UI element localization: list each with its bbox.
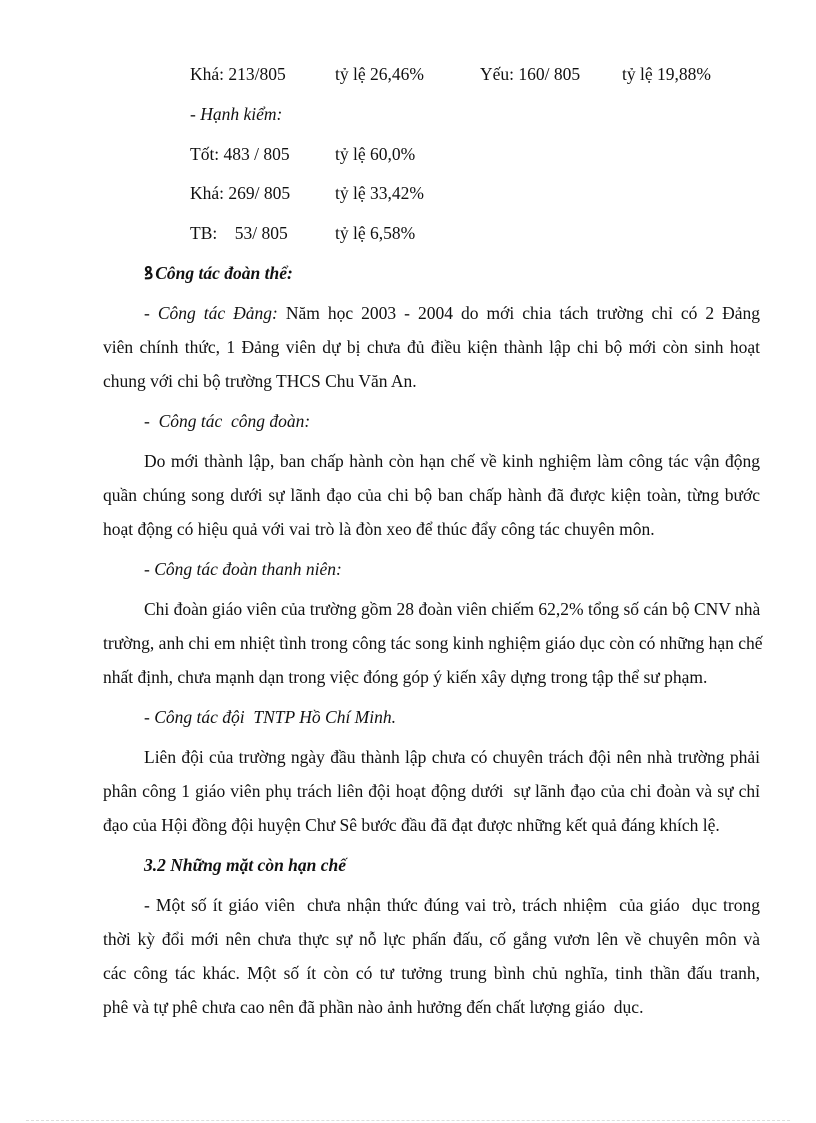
pioneer-line-2: phân công 1 giáo viên phụ trách liên đội hoạt động dưới sự lãnh đạo của chi đoàn và sự chỉ xyxy=(103,781,760,801)
stat-yeu-ratio: tỷ lệ 19,88% xyxy=(622,64,711,84)
limitations-heading: 3.2 Những mặt còn hạn chế xyxy=(144,855,347,875)
union-line-3: hoạt động có hiệu quả với vai trò là đòn xeo để thúc đẩy công tác chuyên môn. xyxy=(103,519,655,539)
union-label: - Công tác công đoàn: xyxy=(144,411,311,431)
page-bottom-divider xyxy=(26,1120,790,1121)
conduct-average-label: TB: 53/ 805 xyxy=(190,223,288,243)
fleuron-bullet-icon: ꝸ xyxy=(144,263,154,283)
party-line-3: chung với chi bộ trường THCS Chu Văn An. xyxy=(103,371,417,391)
limitations-line-2: thời kỳ đổi mới nên chưa thực sự nỗ lực phấn đấu, cố gắng vươn lên về chuyên môn và xyxy=(103,929,760,949)
limitations-line-1: - Một số ít giáo viên chưa nhận thức đúng vai trò, trách nhiệm của giáo dục trong xyxy=(144,895,760,915)
party-line-1 xyxy=(144,302,760,324)
mass-org-heading xyxy=(144,262,293,284)
pioneer-line-3: đạo của Hội đồng đội huyện Chư Sê bước đầu đã đạt được những kết quả đáng khích lệ. xyxy=(103,815,720,835)
pioneer-label: - Công tác đội TNTP Hồ Chí Minh. xyxy=(144,707,396,727)
conduct-heading: - Hạnh kiểm: xyxy=(190,104,283,124)
conduct-good-label: Tốt: 483 / 805 xyxy=(190,144,290,164)
stat-kha-ratio: tỷ lệ 26,46% xyxy=(335,64,424,84)
party-label: - Công tác Đảng: xyxy=(144,303,278,323)
youth-line-1: Chi đoàn giáo viên của trường gồm 28 đoàn viên chiếm 62,2% tổng số cán bộ CNV nhà xyxy=(144,599,761,619)
pioneer-line-1: Liên đội của trường ngày đầu thành lập chưa có chuyên trách đội nên nhà trường phải xyxy=(144,747,760,767)
union-line-1: Do mới thành lập, ban chấp hành còn hạn chế về kinh nghiệm làm công tác vận động xyxy=(144,451,760,471)
stat-kha-label: Khá: 213/805 xyxy=(190,64,286,84)
party-text-1: Năm học 2003 - 2004 do mới chia tách trường chỉ có 2 Đảng xyxy=(285,303,761,323)
limitations-line-4: phê và tự phê chưa cao nên đã phần nào ảnh hưởng đến chất lượng giáo dục. xyxy=(103,997,644,1017)
youth-line-3: nhất định, chưa mạnh dạn trong việc đóng góp ý kiến xây dựng trong tập thể sư phạm. xyxy=(103,667,708,687)
conduct-fair-ratio: tỷ lệ 33,42% xyxy=(335,183,424,203)
youth-line-2: trường, anh chi em nhiệt tình trong công tác song kinh nghiệm giáo dục còn có những hạn chế xyxy=(103,633,763,653)
conduct-average-ratio: tỷ lệ 6,58% xyxy=(335,223,416,243)
mass-org-heading-text: Công tác đoàn thể: xyxy=(155,263,293,283)
union-line-2: quần chúng song dưới sự lãnh đạo của chi bộ ban chấp hành đã được kiện toàn, từng bước xyxy=(103,485,760,505)
conduct-fair-label: Khá: 269/ 805 xyxy=(190,183,291,203)
youth-label: - Công tác đoàn thanh niên: xyxy=(144,559,342,579)
limitations-line-3: các công tác khác. Một số ít còn có tư tưởng trung bình chủ nghĩa, tinh thần đấu tranh, xyxy=(103,963,760,983)
conduct-good-ratio: tỷ lệ 60,0% xyxy=(335,144,416,164)
party-line-2: viên chính thức, 1 Đảng viên dự bị chưa đủ điều kiện thành lập chi bộ mới còn sinh hoạt xyxy=(103,337,760,357)
stat-yeu-label: Yếu: 160/ 805 xyxy=(480,64,581,84)
